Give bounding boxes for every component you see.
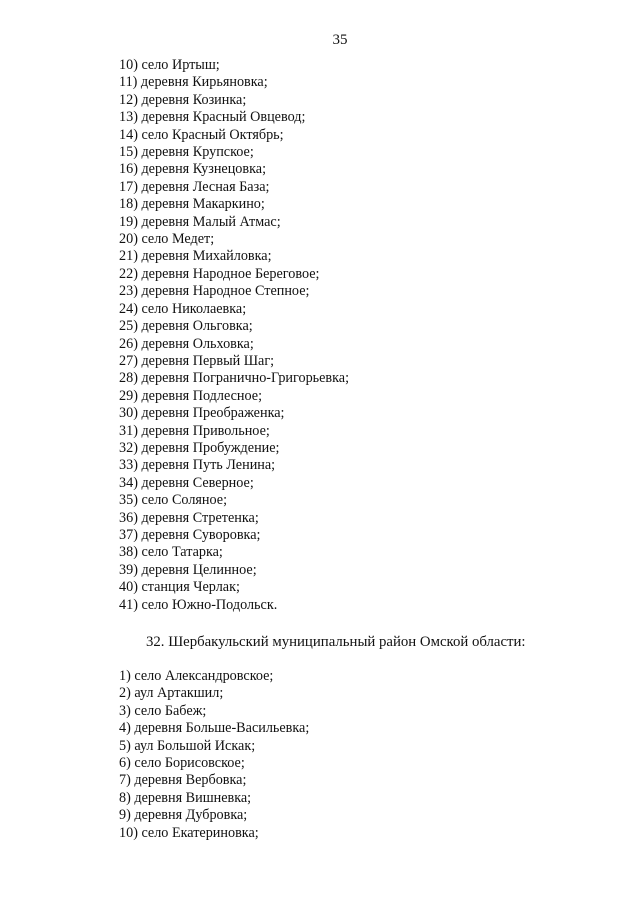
list-item: 22) деревня Народное Береговое; [119,265,320,282]
list-item: 29) деревня Подлесное; [119,387,263,404]
list-item: 40) станция Черлак; [119,579,240,596]
list-item: 17) деревня Лесная База; [119,178,270,195]
list-item: 18) деревня Макаркино; [119,196,265,213]
list-item: 41) село Южно-Подольск. [119,596,278,613]
list-item: 35) село Соляное; [119,492,228,509]
list-item: 24) село Николаевка; [119,300,247,317]
list-item: 9) деревня Дубровка; [119,807,248,824]
list-item: 33) деревня Путь Ленина; [119,457,276,474]
list-item: 14) село Красный Октябрь; [119,126,284,143]
list-item: 32) деревня Пробуждение; [119,439,280,456]
list-item: 39) деревня Целинное; [119,561,257,578]
list-item: 3) село Бабеж; [119,702,207,719]
list-item: 11) деревня Кирьяновка; [119,74,268,91]
list-item: 6) село Борисовское; [119,755,245,772]
list-item: 30) деревня Преображенка; [119,405,285,422]
list-item: 34) деревня Северное; [119,474,254,491]
list-item: 13) деревня Красный Овцевод; [119,109,306,126]
list-item: 21) деревня Михайловка; [119,248,272,265]
settlement-list-continued [119,57,349,614]
list-item: 37) деревня Суворовка; [119,526,261,543]
list-item: 1) село Александровское; [119,668,274,684]
list-item: 10) село Иртыш; [119,57,220,73]
list-item: 2) аул Артакшил; [119,685,224,702]
list-item: 28) деревня Погранично-Григорьевка; [119,370,350,387]
list-item: 8) деревня Вишневка; [119,789,252,806]
list-item: 36) деревня Стретенка; [119,509,259,526]
list-item: 38) село Татарка; [119,544,223,561]
list-item: 16) деревня Кузнецовка; [119,161,267,178]
list-item: 4) деревня Больше-Васильевка; [119,720,310,737]
list-item: 20) село Медет; [119,231,215,248]
section-heading: 32. Шербакульский муниципальный район Омской области: [146,634,526,650]
list-item: 19) деревня Малый Атмас; [119,213,281,230]
page-number: 35 [332,32,348,48]
list-item: 26) деревня Ольховка; [119,335,254,352]
list-item: 12) деревня Козинка; [119,91,247,108]
list-item: 5) аул Большой Искак; [119,737,256,754]
settlement-list-sherbakul [119,668,309,842]
list-item: 25) деревня Ольговка; [119,318,253,335]
list-item: 7) деревня Вербовка; [119,772,247,789]
list-item: 31) деревня Привольное; [119,422,270,439]
list-item: 10) село Екатериновка; [119,824,259,841]
list-item: 27) деревня Первый Шаг; [119,352,275,369]
list-item: 23) деревня Народное Степное; [119,283,310,300]
list-item: 15) деревня Крупское; [119,144,254,161]
